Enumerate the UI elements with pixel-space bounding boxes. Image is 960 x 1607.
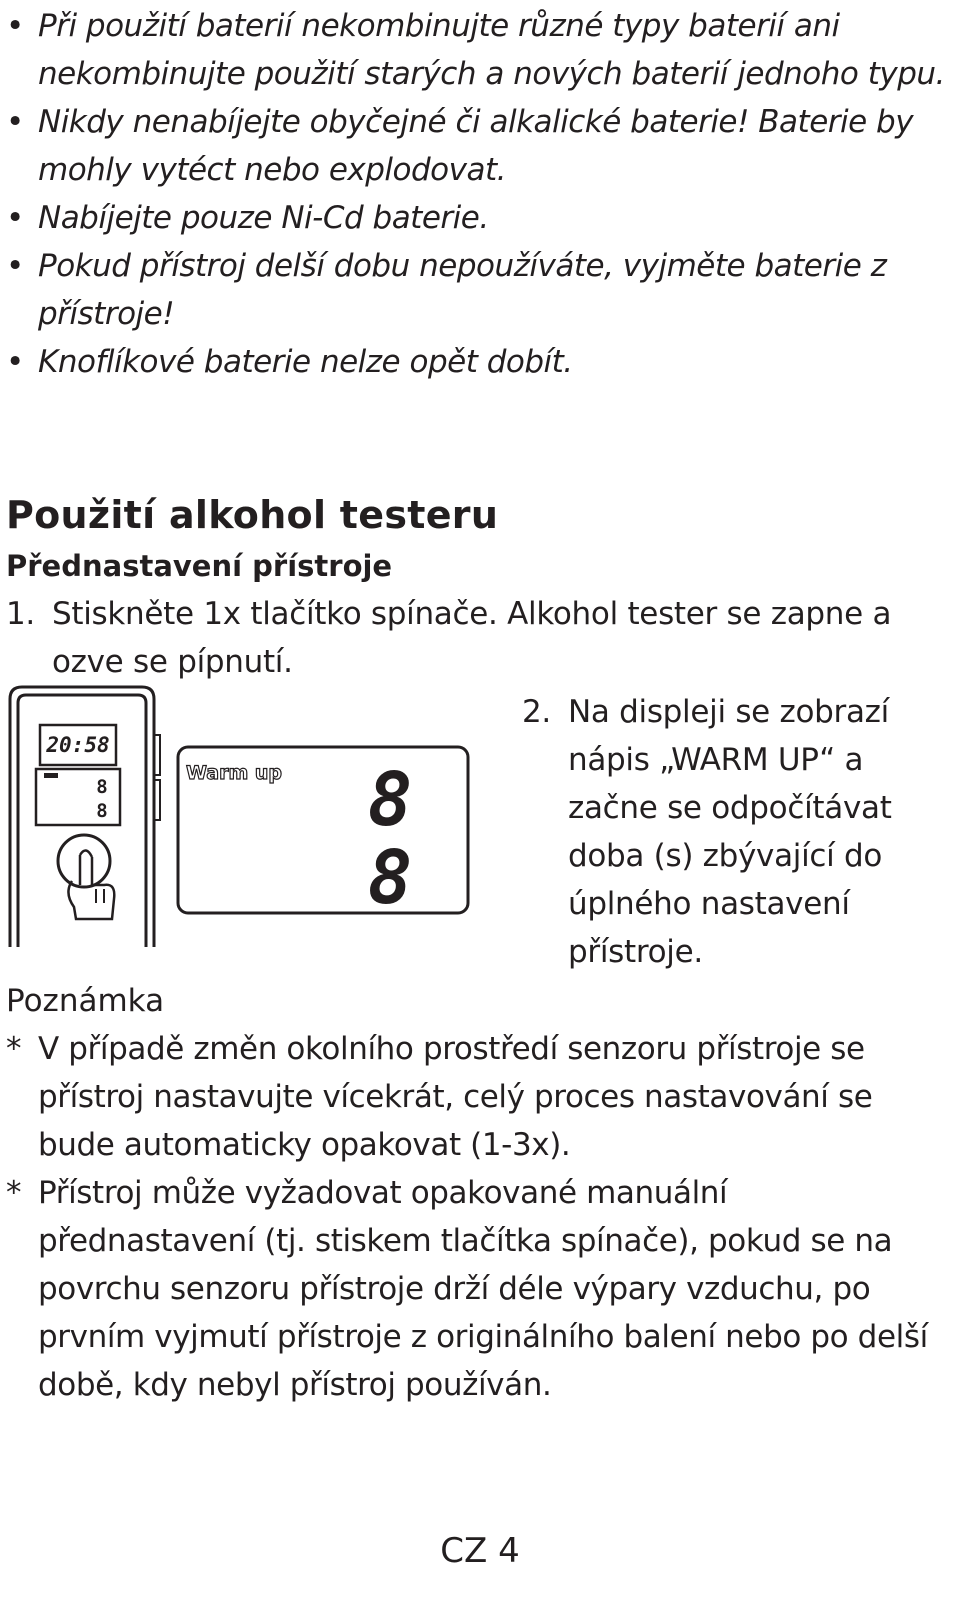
step-1 <box>6 590 946 686</box>
note-list <box>6 1025 951 1409</box>
device-clock: 20:58 <box>46 733 110 757</box>
page-number: CZ 4 <box>440 1531 520 1571</box>
bullet-item: • Nabíjejte pouze Ni-Cd baterie. <box>0 194 950 242</box>
warm-up-label: Warm up <box>186 762 283 784</box>
device-illustration <box>0 685 480 975</box>
svg-text:8: 8 <box>96 776 108 798</box>
svg-text:8: 8 <box>96 800 108 822</box>
battery-warnings-list <box>0 2 950 386</box>
step-text: Stiskněte 1x tlačítko spínače. Alkohol tester se zapne a ozve se pípnutí. <box>52 596 892 680</box>
note-item: * V případě změn okolního prostředí senzoru přístroje se přístroj nastavujte vícekrát, celý proces nastavování se bude automaticky opakovat (1-3x). <box>6 1025 951 1169</box>
power-button <box>58 835 110 887</box>
step-text: Na displeji se zobrazí nápis „WARM UP“ a začne se odpočítávat doba (s) zbývající do úplného nastavení přístroje. <box>568 694 892 970</box>
note-item: * Přístroj může vyžadovat opakované manuální přednastavení (tj. stiskem tlačítka spínače), pokud se na povrchu senzoru přístroje drží déle výpary vzduchu, po prvním vyjmutí přístroje z originálního balení nebo po delší době, kdy nebyl přístroj používán. <box>6 1169 951 1409</box>
note-title: Poznámka <box>6 983 165 1019</box>
bullet-item: • Při použití baterií nekombinujte různé typy baterií ani nekombinujte použití starých a nových baterií jednoho typu. <box>0 2 950 98</box>
bullet-item: • Nikdy nenabíjejte obyčejné či alkalické baterie! Baterie by mohly vytéct nebo explodovat. <box>0 98 950 194</box>
bullet-item: • Knoflíkové baterie nelze opět dobít. <box>0 338 950 386</box>
display-digit-top: 8 <box>367 757 413 843</box>
step-number: 1. <box>6 596 35 632</box>
section-subtitle: Přednastavení přístroje <box>6 549 393 583</box>
section-title: Použití alkohol testeru <box>6 493 499 537</box>
bullet-item: • Pokud přístroj delší dobu nepoužíváte, vyjměte baterie z přístroje! <box>0 242 950 338</box>
step-number: 2. <box>522 694 551 730</box>
display-digit-bottom: 8 <box>367 835 413 921</box>
step-2 <box>522 688 952 976</box>
